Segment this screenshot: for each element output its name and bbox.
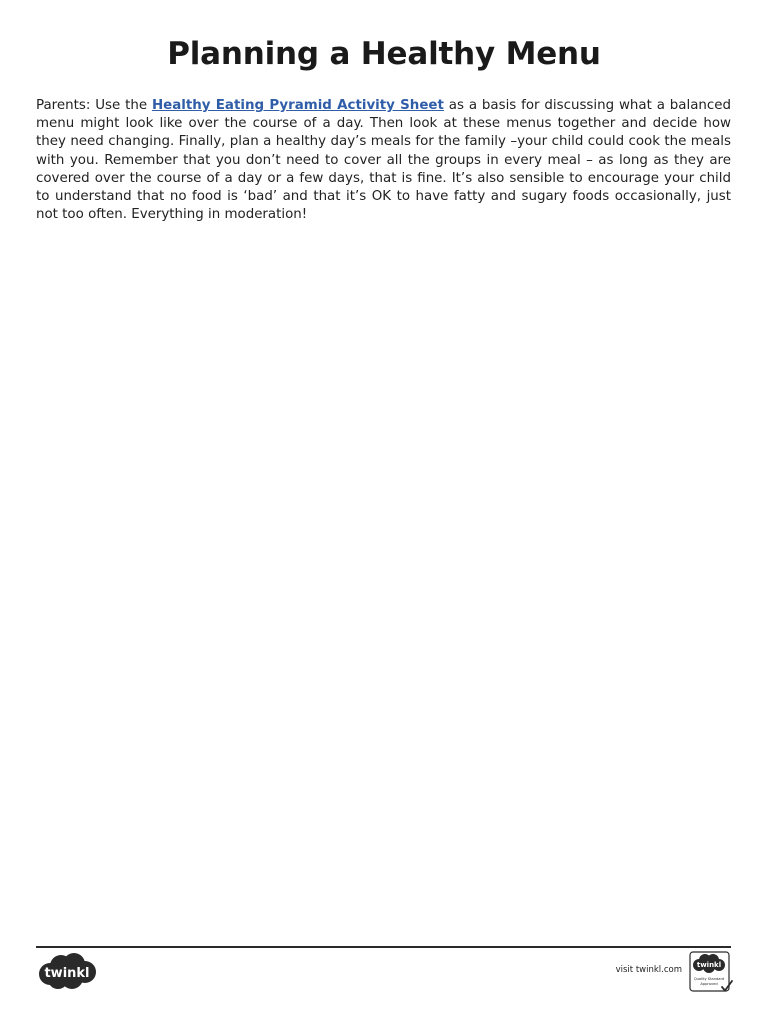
visit-site-text: visit twinkl.com: [615, 965, 682, 975]
intro-paragraph: [36, 97, 731, 224]
footer-divider: [36, 946, 731, 948]
intro-prefix: Parents: Use the: [36, 98, 152, 113]
logo-text: twinkl: [44, 966, 90, 981]
badge-brand-text: twinkl: [696, 961, 722, 969]
activity-sheet-link[interactable]: Healthy Eating Pyramid Activity Sheet: [151, 98, 444, 113]
badge-line2: Approved: [700, 982, 718, 986]
badge-line1: Quality Standard: [693, 977, 725, 981]
intro-suffix: as a basis for discussing what a balanced menu might look like over the course of a day. Then look at these menus together and decide how they need changing. Finally, plan a healthy day’s meals for the family –your child could cook the meals with you. Remember that you don’t need to cover all the groups in every meal – as long as they are covered over the course of a day or a few days, that is fine. It’s also sensible to encourage your child to understand that no food is ‘bad’ and that it’s OK to have fatty and sugary foods occasionally, just not too often. Everything in moderation!: [36, 98, 732, 223]
twinkl-logo-icon[interactable]: [36, 952, 98, 990]
page-title: Planning a Healthy Menu: [167, 36, 601, 72]
quality-standard-badge-icon: [689, 951, 733, 993]
